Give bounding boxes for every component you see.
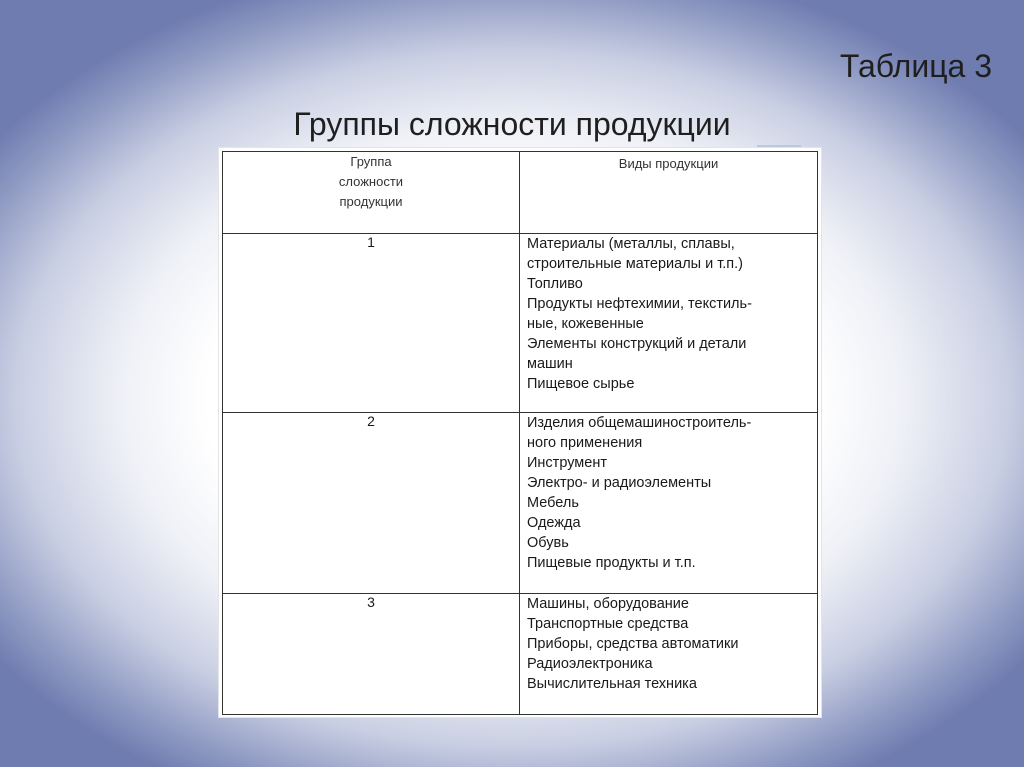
product-kind-line: Инструмент [527,455,607,471]
product-kind-line: строительные материалы и т.п.) [527,256,744,272]
table-header-row [223,152,818,234]
product-kind-line: Транспортные средства [527,616,689,632]
product-kind-line: Элементы конструкций и детали [527,336,747,352]
group-number-cell: 2 [223,413,520,594]
table-row [223,234,818,413]
group-number-cell: 3 [223,594,520,715]
product-kind-line: Мебель [527,495,579,511]
product-kind-line: Топливо [527,276,583,292]
product-kind-line: Радиоэлектроника [527,656,653,672]
product-kind-line: Продукты нефтехимии, текстиль- [527,296,752,312]
table-row [223,413,818,594]
product-kind-line: Изделия общемашиностроитель- [527,415,752,431]
header-group-column [223,152,520,234]
table-number-label: Таблица 3 [839,48,992,84]
product-groups-table-container [219,148,821,717]
product-kinds-cell [520,413,818,594]
group-number-cell: 1 [223,234,520,413]
slide-title: Группы сложности продукции [293,106,731,142]
product-kind-line: ные, кожевенные [527,316,644,332]
product-kind-line: машин [527,356,573,372]
header-group-line: Группа [350,154,392,169]
product-kind-line: Материалы (металлы, сплавы, [527,236,735,252]
product-kind-line: Пищевое сырье [527,376,635,392]
product-kind-line: ного применения [527,435,643,451]
product-kind-line: Электро- и радиоэлементы [527,475,712,491]
product-kind-line: Приборы, средства автоматики [527,636,739,652]
product-kinds-cell [520,234,818,413]
header-kinds-column: Виды продукции [520,152,818,234]
header-group-line: продукции [339,194,403,209]
product-kind-line: Одежда [527,515,581,531]
table-row [223,594,818,715]
header-group-line: сложности [338,174,404,189]
product-kind-line: Пищевые продукты и т.п. [527,555,696,571]
product-kind-line: Машины, оборудование [527,596,689,612]
product-groups-table [222,151,818,715]
product-kinds-cell [520,594,818,715]
product-kind-line: Обувь [527,535,569,551]
product-kind-line: Вычислительная техника [527,676,697,692]
